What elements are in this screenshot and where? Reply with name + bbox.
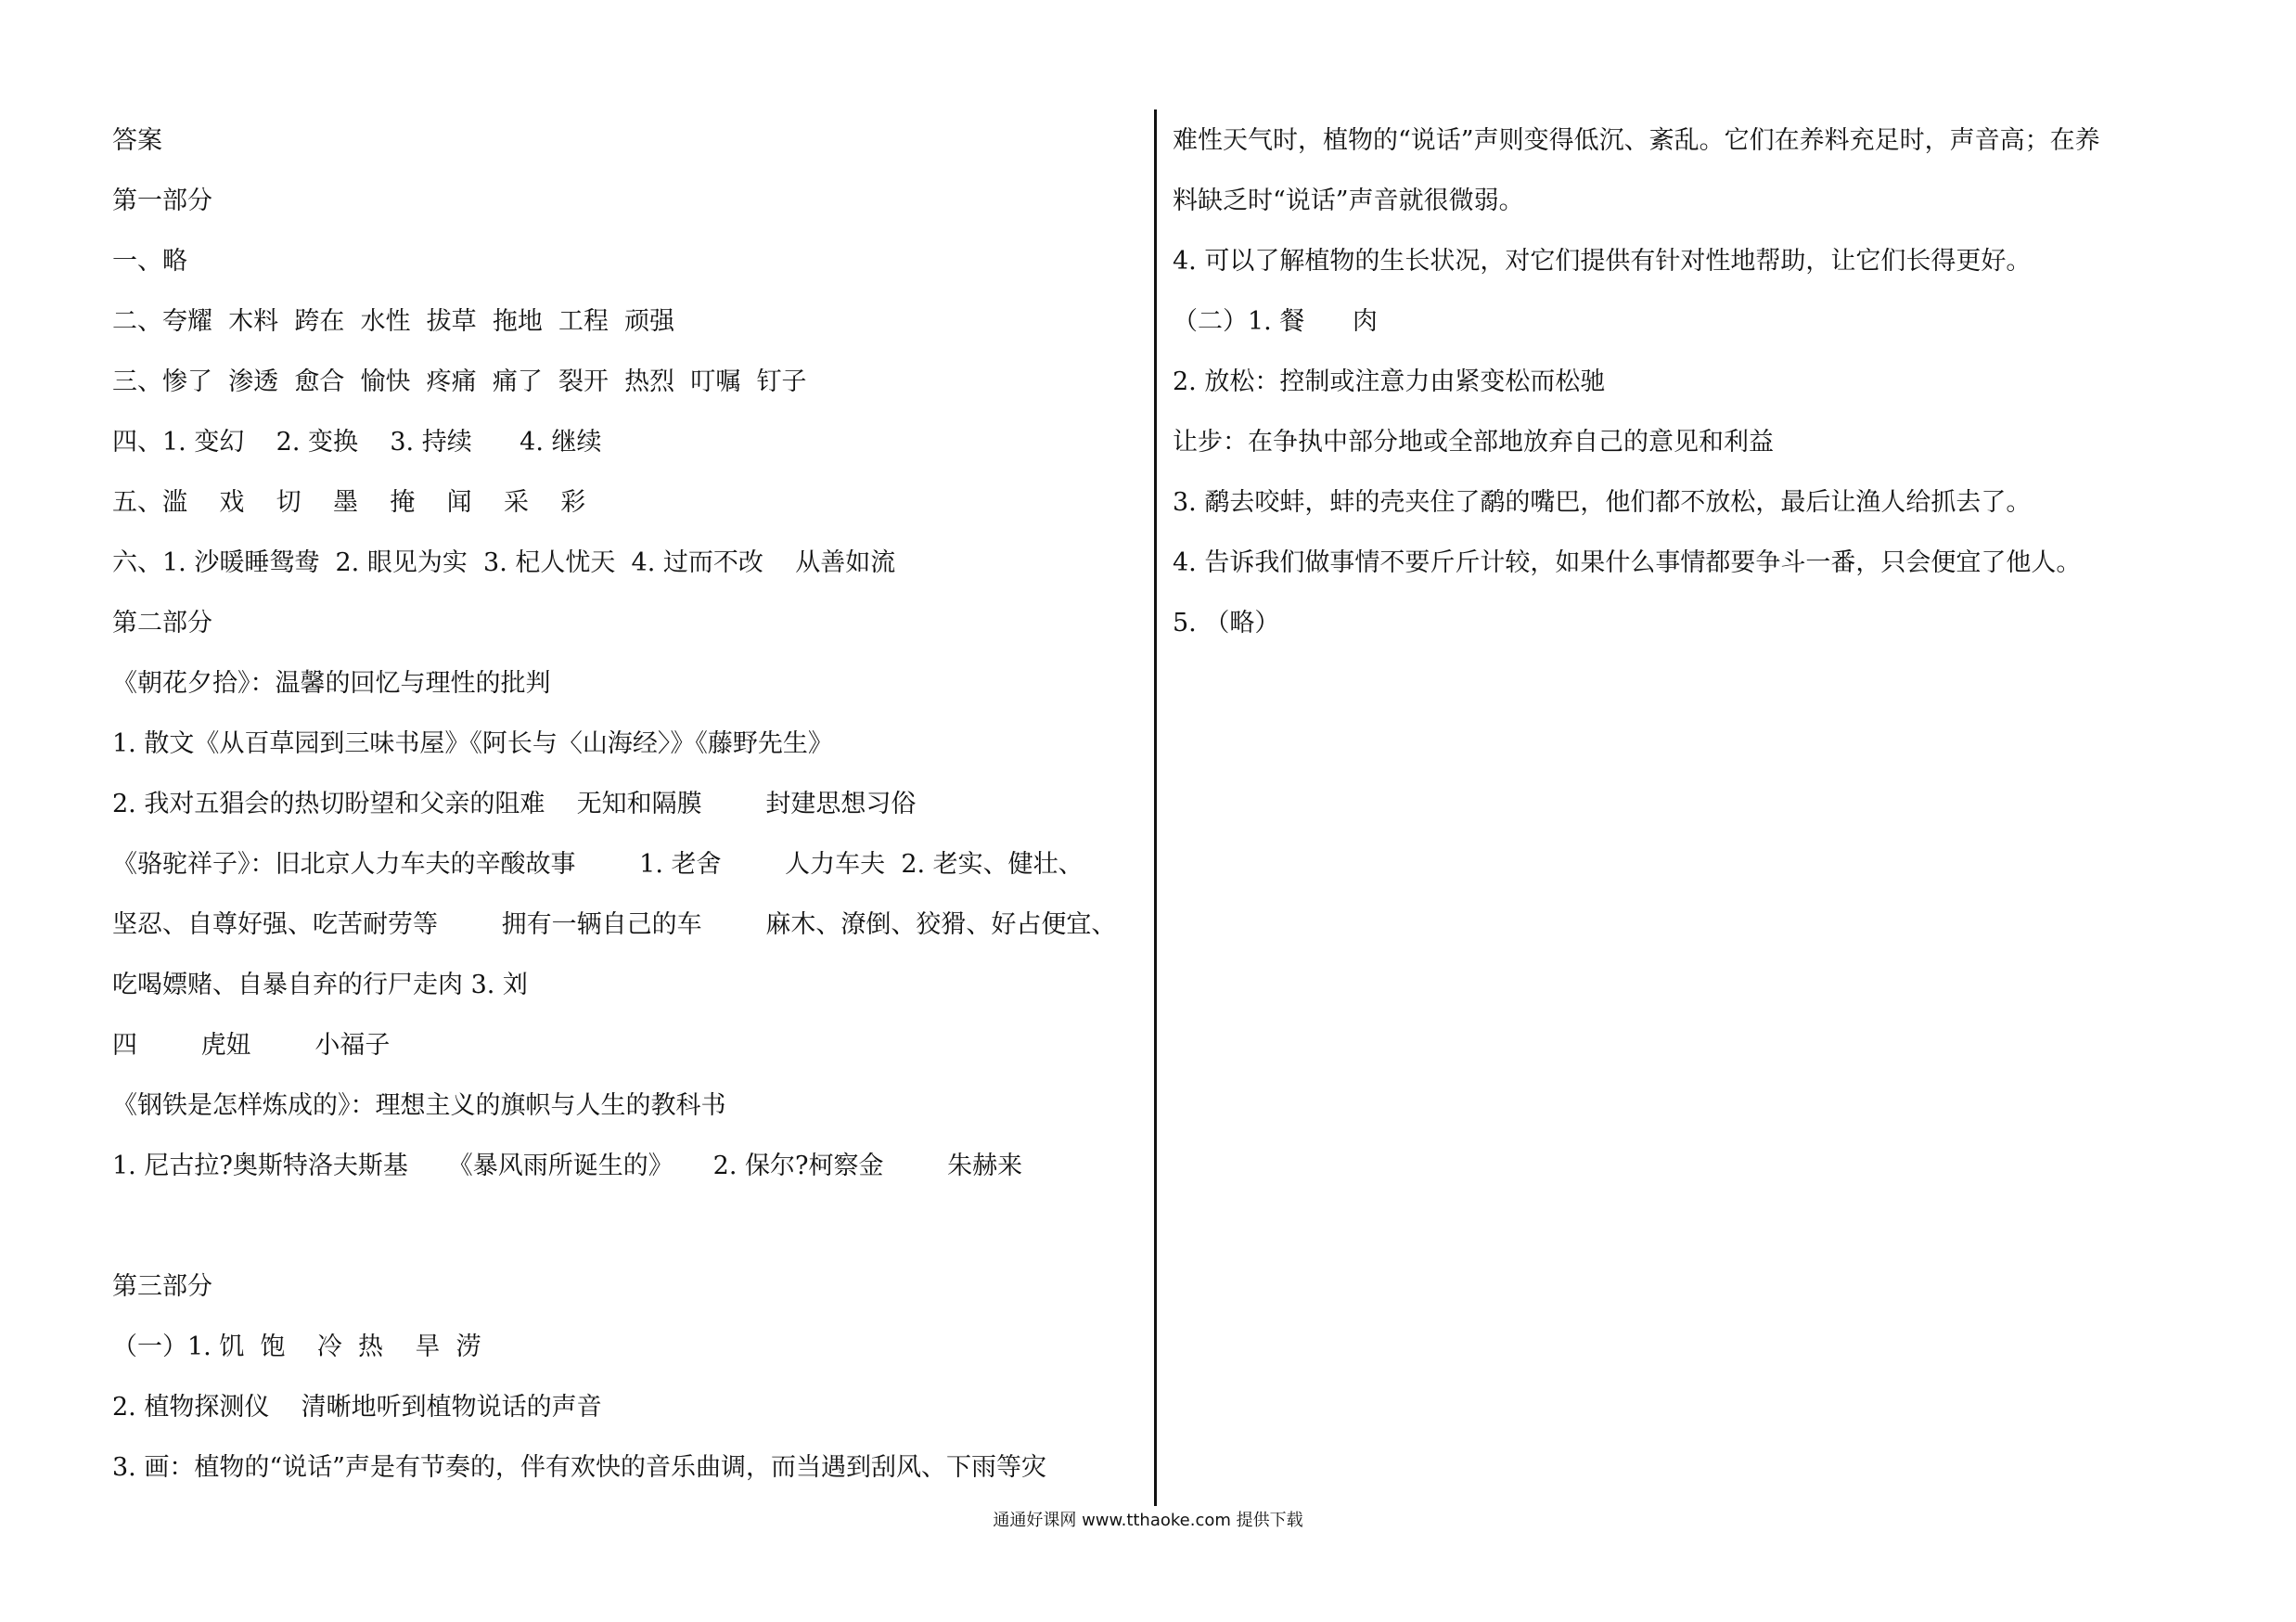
- answer-line: 四 虎妞 小福子: [112, 1031, 391, 1060]
- answer-line: 2. 我对五猖会的热切盼望和父亲的阻难 无知和隔膜 封建思想习俗: [112, 790, 917, 818]
- answer-line: 四、1. 变幻 2. 变换 3. 持续 4. 继续: [112, 428, 602, 457]
- answer-line: 3. 鹬去咬蚌，蚌的壳夹住了鹬的嘴巴，他们都不放松，最后让渔人给抓去了。: [1173, 488, 2032, 517]
- answer-title: 答案: [112, 126, 162, 155]
- answer-line: 2. 放松：控制或注意力由紧变松而松驰: [1173, 367, 1606, 396]
- answer-line: 1. 尼古拉?奥斯特洛夫斯基 《暴风雨所诞生的》 2. 保尔?柯察金 朱赫来: [112, 1152, 1023, 1180]
- answer-line: 三、惨了 渗透 愈合 愉快 疼痛 痛了 裂开 热烈 叮嘱 钉子: [112, 367, 807, 396]
- book-heading: 《钢铁是怎样炼成的》：理想主义的旗帜与人生的教科书: [112, 1091, 726, 1120]
- book-heading: 《骆驼祥子》：旧北京人力车夫的辛酸故事 1. 老舍 人力车夫 2. 老实、健壮、: [112, 850, 1084, 879]
- answer-line: 六、1. 沙暖睡鸳鸯 2. 眼见为实 3. 杞人忧天 4. 过而不改 从善如流: [112, 548, 896, 577]
- answer-line: （二）1. 餐 肉: [1173, 307, 1378, 336]
- answer-line: 4. 告诉我们做事情不要斤斤计较，如果什么事情都要争斗一番，只会便宜了他人。: [1173, 548, 2082, 577]
- answer-line: 2. 植物探测仪 清晰地听到植物说话的声音: [112, 1393, 602, 1422]
- answer-line: 坚忍、自尊好强、吃苦耐劳等 拥有一辆自己的车 麻木、潦倒、狡猾、好占便宜、: [112, 910, 1117, 939]
- answer-line: （一）1. 饥 饱 冷 热 旱 涝: [112, 1332, 481, 1361]
- answer-line: 4. 可以了解植物的生长状况，对它们提供有针对性地帮助，让它们长得更好。: [1173, 247, 2032, 276]
- answer-line: 难性天气时，植物的“说话”声则变得低沉、紊乱。它们在养料充足时，声音高；在养: [1173, 126, 2100, 155]
- column-divider: [1154, 109, 1157, 1506]
- answer-line: 1. 散文《从百草园到三味书屋》《阿长与〈山海经〉》《藤野先生》: [112, 729, 833, 758]
- book-heading: 《朝花夕拾》：温馨的回忆与理性的批判: [112, 669, 551, 698]
- section-heading: 第二部分: [112, 609, 212, 637]
- answer-line: 二、夸耀 木料 跨在 水性 拔草 拖地 工程 顽强: [112, 307, 675, 336]
- section-heading: 第一部分: [112, 187, 212, 215]
- answer-line: 吃喝嫖赌、自暴自弃的行尸走肉 3. 刘: [112, 971, 528, 999]
- answer-line: 一、略: [112, 247, 187, 276]
- answer-line: 五、滥 戏 切 墨 掩 闻 采 彩: [112, 488, 586, 517]
- footer-watermark: 通通好课网 www.tthaoke.com 提供下载: [993, 1511, 1303, 1530]
- answer-line: 5. （略）: [1173, 609, 1280, 637]
- answer-line: 料缺乏时“说话”声音就很微弱。: [1173, 187, 1524, 215]
- answer-line: 3. 画：植物的“说话”声是有节奏的，伴有欢快的音乐曲调，而当遇到刮风、下雨等灾: [112, 1453, 1046, 1482]
- answer-line: 让步：在争执中部分地或全部地放弃自己的意见和利益: [1173, 428, 1774, 457]
- section-heading: 第三部分: [112, 1272, 212, 1301]
